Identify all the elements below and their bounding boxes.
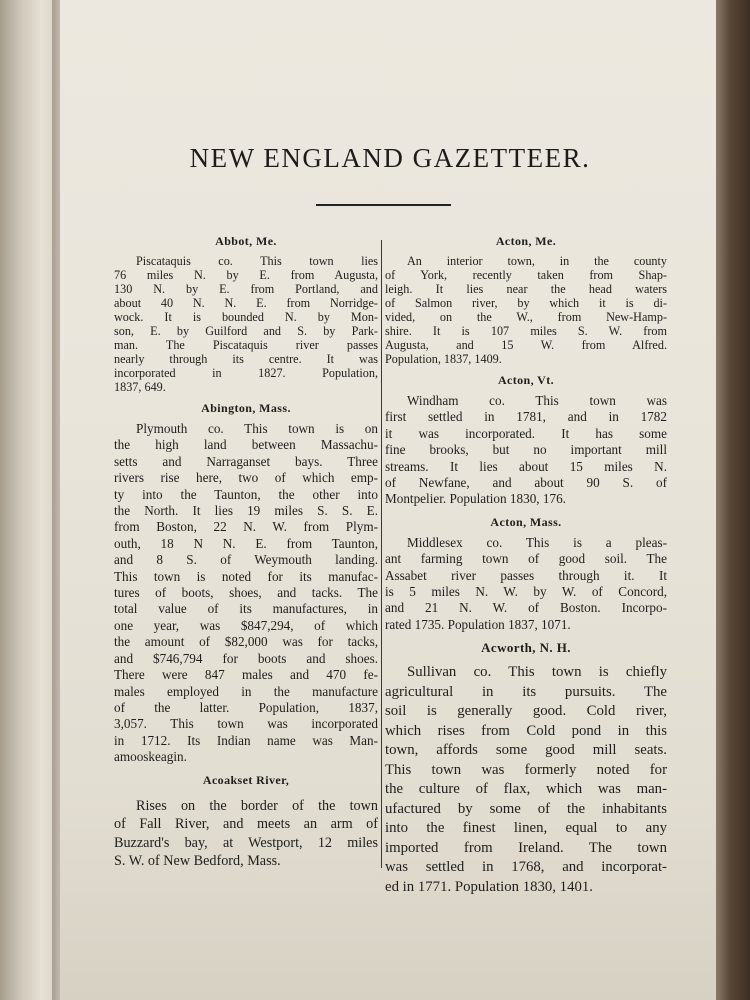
text-line: vided, on the W., from New-Hamp- (385, 310, 667, 324)
text-line: ufactured by some of the inhabitants (385, 800, 667, 817)
entry-heading: Abbot, Me. (215, 234, 277, 248)
text-line: was settled in 1768, and incorporat- (385, 859, 667, 876)
text-line: amooskeagin. (114, 749, 187, 765)
text-line: males employed in the manufacture (114, 683, 378, 699)
page-title: NEW ENGLAND GAZETTEER. (189, 143, 591, 173)
entry-abington-mass (114, 401, 378, 766)
text-line: 130 N. by E. from Portland, and (114, 282, 378, 296)
text-line: 1837, 649. (114, 380, 166, 394)
entry-heading: Acworth, N. H. (481, 640, 571, 656)
text-line: Plymouth co. This town is on (136, 421, 378, 436)
entry-body (114, 797, 378, 871)
text-line: and $746,794 for boots and shoes. (114, 650, 378, 666)
text-line: rivers rise here, two of which emp- (114, 470, 378, 486)
text-line: fine brooks, but no important mill (385, 442, 667, 458)
text-line: Augusta, and 15 W. from Alfred. (385, 338, 667, 352)
text-line: Montpelier. Population 1830, 176. (385, 491, 566, 507)
text-line: ed in 1771. Population 1830, 1401. (385, 878, 593, 895)
text-line: Population, 1837, 1409. (385, 352, 502, 366)
text-line: S. W. of New Bedford, Mass. (114, 853, 281, 870)
text-line: This town is noted for its manufac- (114, 568, 378, 584)
text-line: is 5 miles N. W. by W. of Concord, (385, 584, 667, 600)
text-line: leigh. It lies near the head waters (385, 282, 667, 296)
text-line: nearly through its centre. It was (114, 352, 378, 366)
text-line: the high land between Massachu- (114, 437, 378, 453)
text-line: town, affords some good mill seats. (385, 742, 667, 759)
text-line: 3,057. This town was incorporated (114, 716, 378, 732)
entry-body (114, 421, 378, 766)
book-edge (716, 0, 750, 1000)
right-column (385, 234, 667, 904)
text-line: of York, recently taken from Shap- (385, 268, 667, 282)
text-line: soil is generally good. Cold river, (385, 703, 667, 720)
text-line: first settled in 1781, and in 1782 (385, 409, 667, 425)
entry-body (385, 254, 667, 366)
text-line: Sullivan co. This town is chiefly (407, 664, 667, 681)
entry-body (385, 393, 667, 508)
text-line: ant farming town of good soil. The (385, 551, 667, 567)
text-line: agricultural in its pursuits. The (385, 683, 667, 700)
text-line: and 8 S. of Weymouth landing. (114, 552, 378, 568)
text-line: streams. It lies about 15 miles N. (385, 458, 667, 474)
entry-heading: Acton, Vt. (497, 373, 555, 387)
text-line: ty into the Taunton, the other into (114, 486, 378, 502)
entry-heading: Acton, Me. (495, 234, 557, 248)
text-line: shire. It is 107 miles S. W. from (385, 324, 667, 338)
text-line: outh, 18 N N. E. from Taunton, (114, 535, 378, 551)
entry-body (385, 535, 667, 633)
text-line: imported from Ireland. The town (385, 839, 667, 856)
text-line: Middlesex co. This is a pleas- (407, 534, 667, 550)
text-line: An interior town, in the county (407, 254, 667, 268)
text-line: from Boston, 22 N. W. from Plym- (114, 519, 378, 535)
title-rule (316, 204, 451, 206)
text-line: of the latter. Population, 1837, (114, 699, 378, 715)
text-line: Rises on the border of the town (136, 797, 378, 814)
text-line: of Newfane, and about 90 S. of (385, 475, 667, 491)
book-spine (0, 0, 60, 1000)
text-line: of Salmon river, by which it is di- (385, 296, 667, 310)
entry-heading: Abington, Mass. (201, 401, 291, 415)
text-line: Windham co. This town was (407, 393, 667, 408)
text-line: 76 miles N. by E. from Augusta, (114, 268, 378, 282)
text-line: in 1712. Its Indian name was Man- (114, 732, 378, 748)
entry-acoakset-river (114, 773, 378, 871)
entry-heading: Acoakset River, (202, 772, 290, 787)
text-line: the North. It lies 19 miles S. S. E. (114, 503, 378, 519)
text-line: tures of boots, shoes, and tacks. The (114, 585, 378, 601)
text-line: rated 1735. Population 1837, 1071. (385, 616, 571, 632)
text-line: one year, was $847,294, of which (114, 617, 378, 633)
text-line: into the finest linen, equal to any (385, 820, 667, 837)
entry-acton-vt (385, 373, 667, 508)
text-line: incorporated in 1827. Population, (114, 366, 378, 380)
entry-acworth-nh (385, 640, 667, 897)
text-line: Piscataquis co. This town lies (136, 254, 378, 268)
text-line: of Fall River, and meets an arm of (114, 816, 378, 833)
text-line: the culture of flax, which was man- (385, 781, 667, 798)
text-line: about 40 N. N. E. from Norridge- (114, 296, 378, 310)
entry-heading: Acton, Mass. (490, 514, 562, 529)
text-line: There were 847 males and 470 fe- (114, 667, 378, 683)
text-line: man. The Piscataquis river passes (114, 338, 378, 352)
text-line: it was incorporated. It has some (385, 425, 667, 441)
text-line: This town was formerly noted for (385, 761, 667, 778)
text-line: Assabet river passes through it. It (385, 567, 667, 583)
left-column (114, 234, 378, 878)
entry-body (385, 663, 667, 897)
entry-body (114, 254, 378, 394)
entry-acton-me (385, 234, 667, 366)
entry-acton-mass (385, 515, 667, 633)
text-line: and 21 N. W. of Boston. Incorpo- (385, 600, 667, 616)
text-line: son, E. by Guilford and S. by Park- (114, 324, 378, 338)
column-divider (381, 240, 382, 868)
entry-abbot-me (114, 234, 378, 394)
text-line: the amount of $82,000 was for tacks, (114, 634, 378, 650)
text-line: Buzzard's bay, at Westport, 12 miles (114, 834, 378, 851)
text-line: total value of its manufactures, in (114, 601, 378, 617)
text-line: setts and Narraganset bays. Three (114, 453, 378, 469)
text-line: wock. It is bounded N. by Mon- (114, 310, 378, 324)
text-line: which rises from Cold pond in this (385, 722, 667, 739)
book-page (60, 0, 720, 1000)
